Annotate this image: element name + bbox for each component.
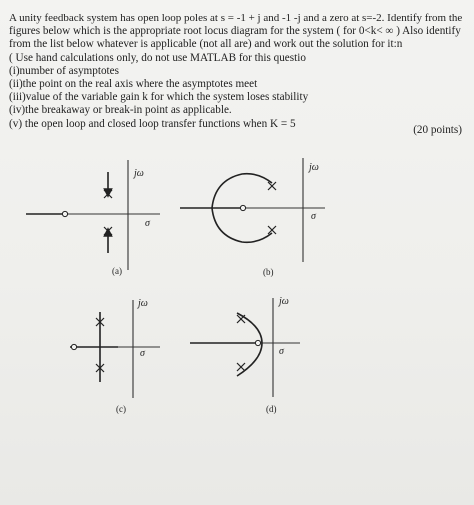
fig-b-label: (b)	[263, 267, 274, 277]
question-item-v: (v) the open loop and closed loop transfer functions when K = 5	[9, 117, 296, 130]
fig-d-pole-lower	[237, 363, 245, 371]
fig-b-jw-label: jω	[309, 162, 319, 173]
question-item-iii: (iii)value of the variable gain k for which the system loses stability	[9, 91, 309, 104]
fig-d-sigma-label: σ	[279, 346, 284, 357]
fig-c-jw-label: jω	[138, 298, 148, 309]
fig-b-sigma-label: σ	[311, 211, 316, 222]
figure-d	[190, 296, 300, 414]
fig-d-zero	[255, 340, 260, 345]
question-line-4: ( Use hand calculations only, do not use MATLAB for this questio	[9, 51, 306, 64]
fig-d-label: (d)	[266, 404, 277, 414]
fig-a-sigma-label: σ	[145, 218, 150, 229]
question-line-3: from the list below whatever is applicable (not all are) and work out the solution for it:n	[9, 38, 403, 51]
question-line-2: figures below which is the appropriate root locus diagram for the system ( for 0<k< ∞ ) Also identify	[9, 25, 461, 38]
fig-a-zero	[62, 211, 67, 216]
fig-c-sigma-label: σ	[140, 348, 145, 359]
fig-b-zero	[240, 205, 245, 210]
figure-a	[26, 160, 160, 276]
fig-b-pole-upper	[268, 182, 276, 190]
fig-c-zero	[71, 344, 76, 349]
points-label: (20 points)	[413, 124, 462, 136]
question-item-iv: (iv)the breakaway or break-in point as applicable.	[9, 104, 232, 117]
figure-b	[180, 158, 325, 277]
fig-c-label: (c)	[116, 404, 126, 414]
fig-d-jw-label: jω	[279, 296, 289, 307]
fig-a-label: (a)	[112, 266, 122, 276]
fig-a-jw-label: jω	[134, 168, 144, 179]
fig-d-pole-upper	[237, 315, 245, 323]
fig-b-pole-lower	[268, 226, 276, 234]
question-item-ii: (ii)the point on the real axis where the asymptotes meet	[9, 78, 258, 91]
question-item-i: (i)number of asymptotes	[9, 64, 119, 77]
question-line-1: A unity feedback system has open loop poles at s = -1 + j and -1 -j and a zero at s=-2. Identify from the	[9, 12, 463, 24]
figure-c	[70, 298, 160, 414]
